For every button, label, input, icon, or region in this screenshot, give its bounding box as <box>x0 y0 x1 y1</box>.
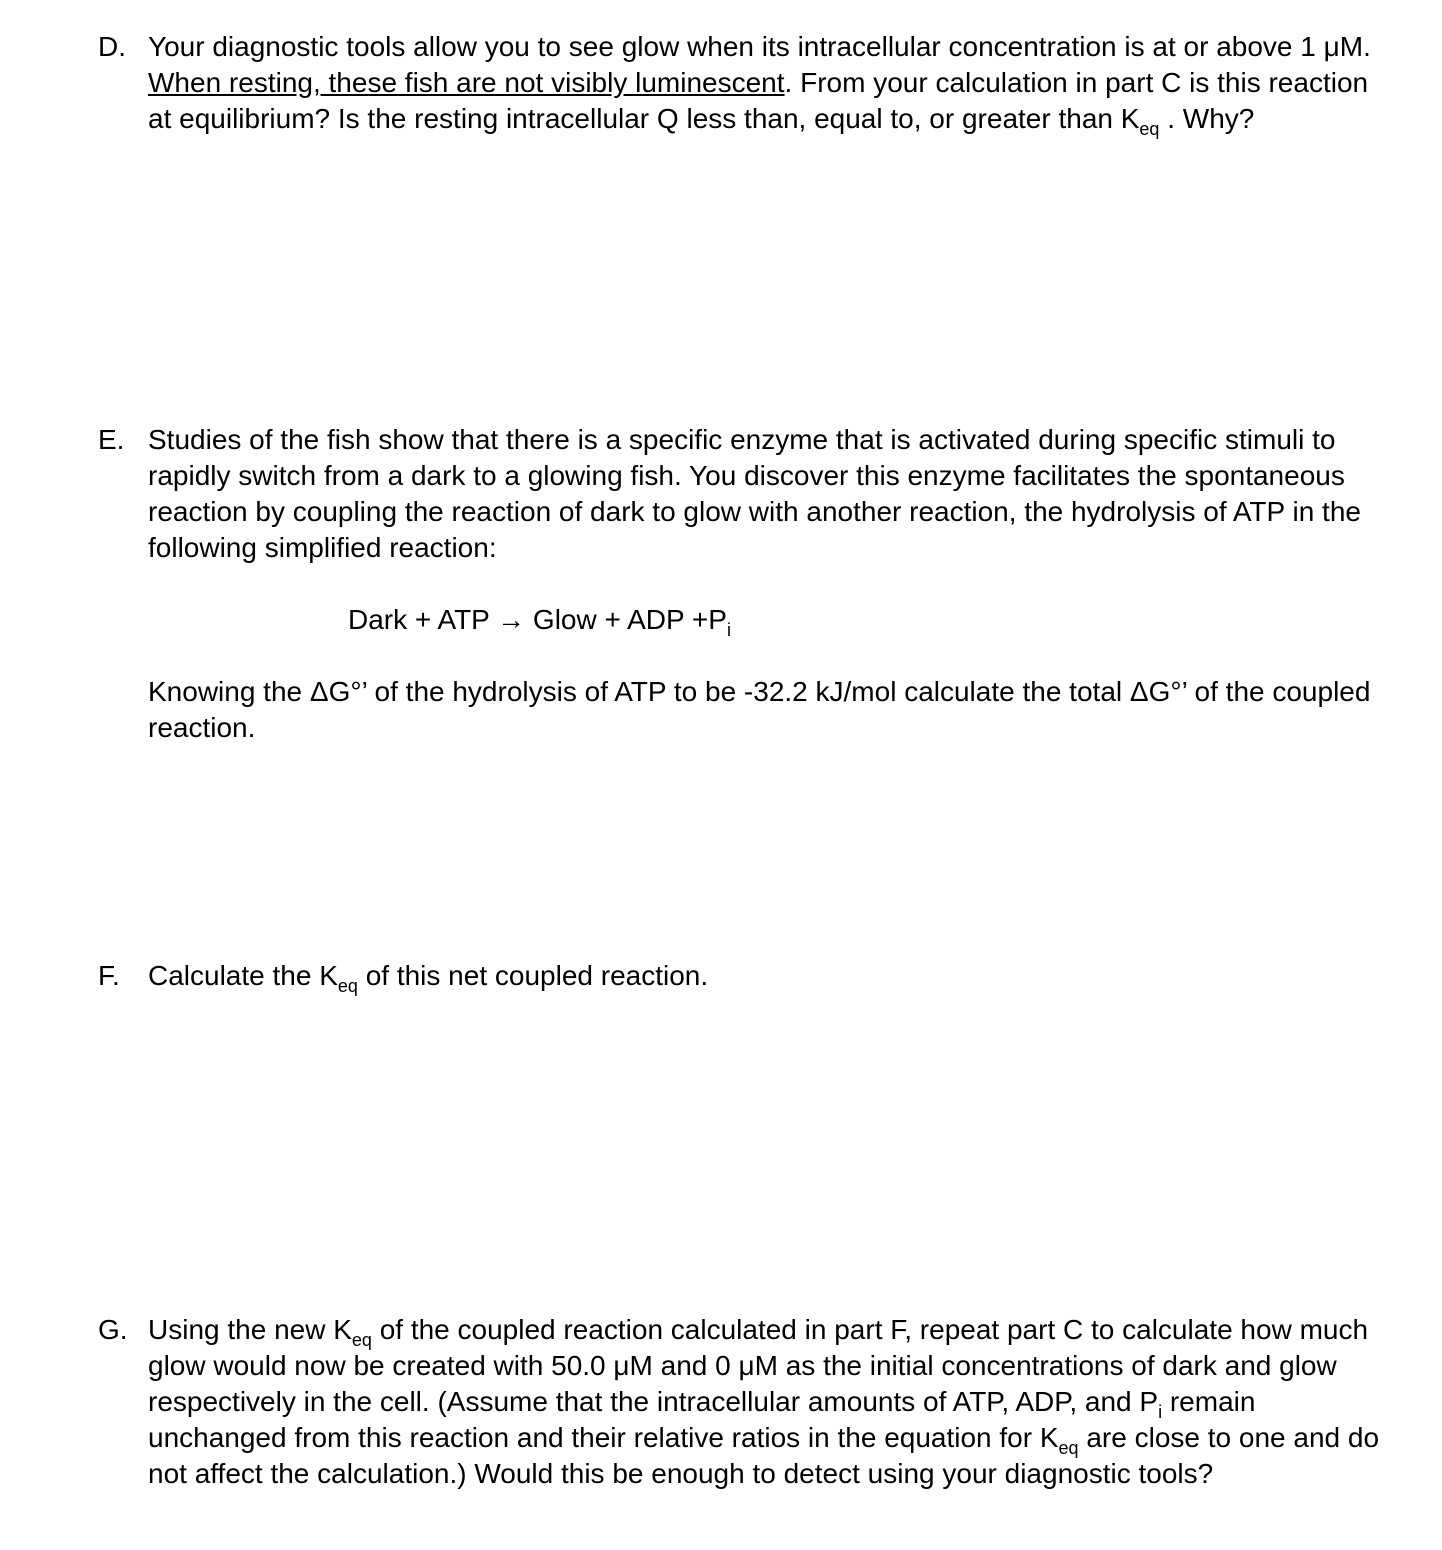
question-f-text-2: of this net coupled reaction. <box>357 960 709 991</box>
question-g-sub-i: i <box>1158 1402 1163 1422</box>
question-f-text <box>148 958 1388 994</box>
question-g-sub-eq: eq <box>351 1330 372 1350</box>
question-f-text-1: Calculate the K <box>148 960 338 991</box>
reaction-equation-sub: i <box>726 620 731 640</box>
question-g <box>98 1312 1388 1492</box>
question-d-text-2: . From your calculation in part C is this reaction at equilibrium? Is the resting intracellular Q less than, equal to, or greater than K <box>148 67 1369 134</box>
question-e-paragraph: Studies of the fish show that there is a specific enzyme that is activated during specific stimuli to rapidly switch from a dark to a glowing fish. You discover this enzyme facilitates the spontaneous reaction by coupling the reaction of dark to glow with another reaction, the hydrolysis of ATP in the following simplified reaction: <box>148 424 1361 563</box>
question-e-paragraph-2: Knowing the ΔG°’ of the hydrolysis of ATP to be -32.2 kJ/mol calculate the total ΔG°’ of the coupled reaction. <box>148 676 1371 743</box>
question-g-sub-eq-2: eq <box>1058 1438 1079 1458</box>
question-e <box>98 422 1388 746</box>
question-f-letter: F. <box>98 960 120 991</box>
question-e-body <box>148 422 1388 746</box>
question-g-text-1: Using the new K <box>148 1314 352 1345</box>
question-f-sub-eq: eq <box>337 976 358 996</box>
reaction-equation <box>348 602 1388 638</box>
question-g-text-3: remain unchanged from this reaction and their relative ratios in the equation for K <box>148 1386 1256 1453</box>
question-d-text-3: . Why? <box>1159 103 1255 134</box>
question-d-underlined: When resting, these fish are not visibly luminescent <box>148 67 785 98</box>
reaction-equation-text: Dark + ATP → Glow + ADP +P <box>348 604 727 635</box>
question-d-letter: D. <box>98 31 126 62</box>
question-f <box>98 958 1388 994</box>
question-d <box>98 29 1388 137</box>
question-g-letter: G. <box>98 1314 128 1345</box>
question-d-sub-eq: eq <box>1139 119 1160 139</box>
question-g-text-4: are close to one and do not affect the calculation.) Would this be enough to detect using your diagnostic tools? <box>148 1422 1380 1489</box>
question-d-text <box>148 29 1388 137</box>
question-d-text-1: Your diagnostic tools allow you to see glow when its intracellular concentration is at or above 1 μM. <box>148 31 1371 62</box>
question-e-letter: E. <box>98 424 125 455</box>
question-g-text-2: of the coupled reaction calculated in part F, repeat part C to calculate how much glow would now be created with 50.0 μM and 0 μM as the initial concentrations of dark and glow respectively in the cell. (Assume that the intracellular amounts of ATP, ADP, and P <box>148 1314 1369 1417</box>
question-g-text <box>148 1312 1388 1492</box>
